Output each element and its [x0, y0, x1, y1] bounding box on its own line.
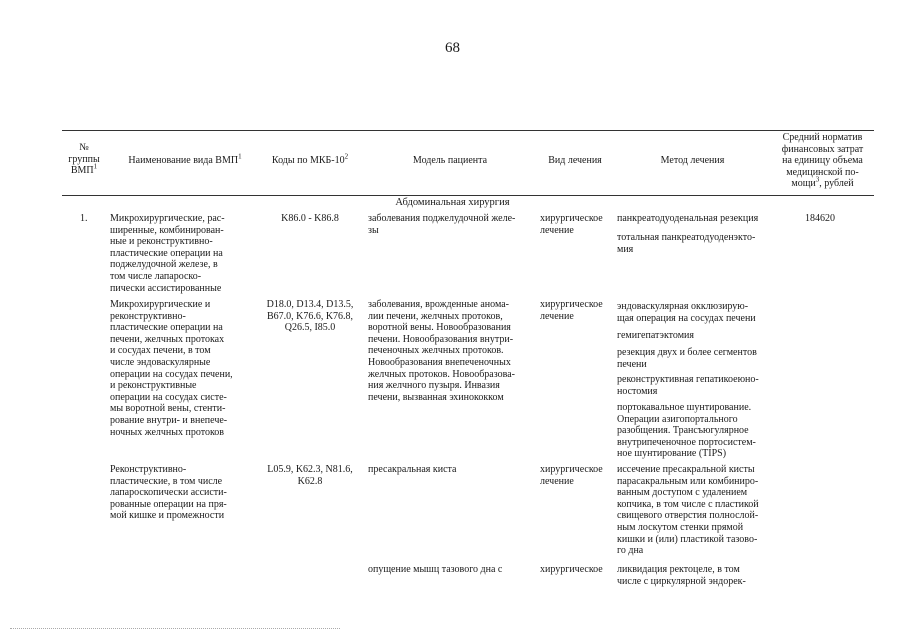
scan-edge-dots — [10, 628, 340, 629]
header-bottom-rule — [62, 195, 874, 196]
header-treatment-type: Вид лечения — [548, 155, 602, 166]
row-1-number: 1. — [80, 213, 88, 224]
header-icd-codes: Коды по МКБ-$10^2$ — [271, 152, 349, 166]
row-1-cost: 184620 — [805, 213, 835, 224]
section-title: Абдоминальная хирургия — [395, 197, 510, 208]
row-1-model: заболевания поджелудочной желе- зы — [368, 213, 516, 236]
row-3-type: хирургическое лечение — [540, 464, 603, 487]
row-4-type: хирургическое — [540, 564, 603, 575]
row-2-method-1: эндоваскулярная окклюзирую- щая операция на сосудах печени — [617, 301, 756, 324]
row-2-model: заболевания, врожденные анома- лии печени, желчных протоков, воротной вены. Новообразования печени. Новообразования внутри- печеночных желчных протоков. Новообразования внепеченочных желчных протоков. Новообразова- ния желчного пузыря. Инвазия печени, вызванная эхинококком — [368, 299, 515, 403]
row-2-codes: D18.0, D13.4, D13.5, B67.0, K76.6, K76.8, Q26.5, I85.0 — [266, 299, 354, 334]
row-1-type: хирургическое лечение — [540, 213, 603, 236]
page-number: 68 — [445, 40, 460, 56]
row-4-method-1: ликвидация ректоцеле, в том числе с циркулярной эндорек- — [617, 564, 746, 587]
header-average-cost: Средний норматив финансовых затрат на единицу объема медицинской по- мощи$^3$, рублей — [781, 132, 864, 189]
row-1-name: Микрохирургические, рас- ширенные, комбинирован- ные и реконструктивно- пластические операции на поджелудочной железе, в том числе лапароско- пически ассистированные — [110, 213, 225, 294]
header-group-number: № группы ВМП$^1$ — [68, 142, 100, 176]
row-3-method-1: иссечение пресакральной кисты парасакральным или комбиниро- ванным доступом с удалением копчика, в том числе с пластикой свищевого отверстия полнослой- ным лоскутом стенки прямой кишки и (или) пластикой тазово- го дна — [617, 464, 759, 557]
row-2-method-4: реконструктивная гепатикоеюно- ностомия — [617, 374, 759, 397]
row-2-method-5: портокавальное шунтирование. Операции азигопортального разобщения. Трансъюгулярное внутрипеченочное портосистем- ное шунтирование (TIPS) — [617, 402, 756, 460]
header-patient-model: Модель пациента — [412, 155, 488, 166]
header-treatment-method: Метод лечения — [660, 155, 725, 166]
row-2-name: Микрохирургические и реконструктивно- пластические операции на печени, желчных протоках и сосудах печени, в том числе эндоваскулярные операции на сосудах печени, и реконструктивные операции на сосудах систе- мы воротной вены, стенти- рование внутри- и внепече- ночных желчных протоков — [110, 299, 233, 438]
row-3-codes: L05.9, K62.3, N81.6, K62.8 — [267, 464, 353, 487]
row-1-method-1: панкреатодуоденальная резекция — [617, 213, 759, 224]
row-1-codes: K86.0 - K86.8 — [281, 213, 339, 224]
row-4-model: опущение мышц тазового дна с — [368, 564, 503, 575]
row-1-method-2: тотальная панкреатодуоденэкто- мия — [617, 232, 756, 255]
row-2-type: хирургическое лечение — [540, 299, 603, 322]
row-2-method-2: гемигепатэктомия — [617, 330, 694, 341]
row-2-method-3: резекция двух и более сегментов печени — [617, 347, 757, 370]
table-top-rule — [62, 130, 874, 131]
row-3-model: пресакральная киста — [368, 464, 457, 475]
row-3-name: Реконструктивно- пластические, в том числе лапароскопически ассисти- рованные операции на пря- мой кишке и промежности — [110, 464, 227, 522]
header-vmp-name: Наименование вида ВМП$^1$ — [128, 152, 242, 166]
